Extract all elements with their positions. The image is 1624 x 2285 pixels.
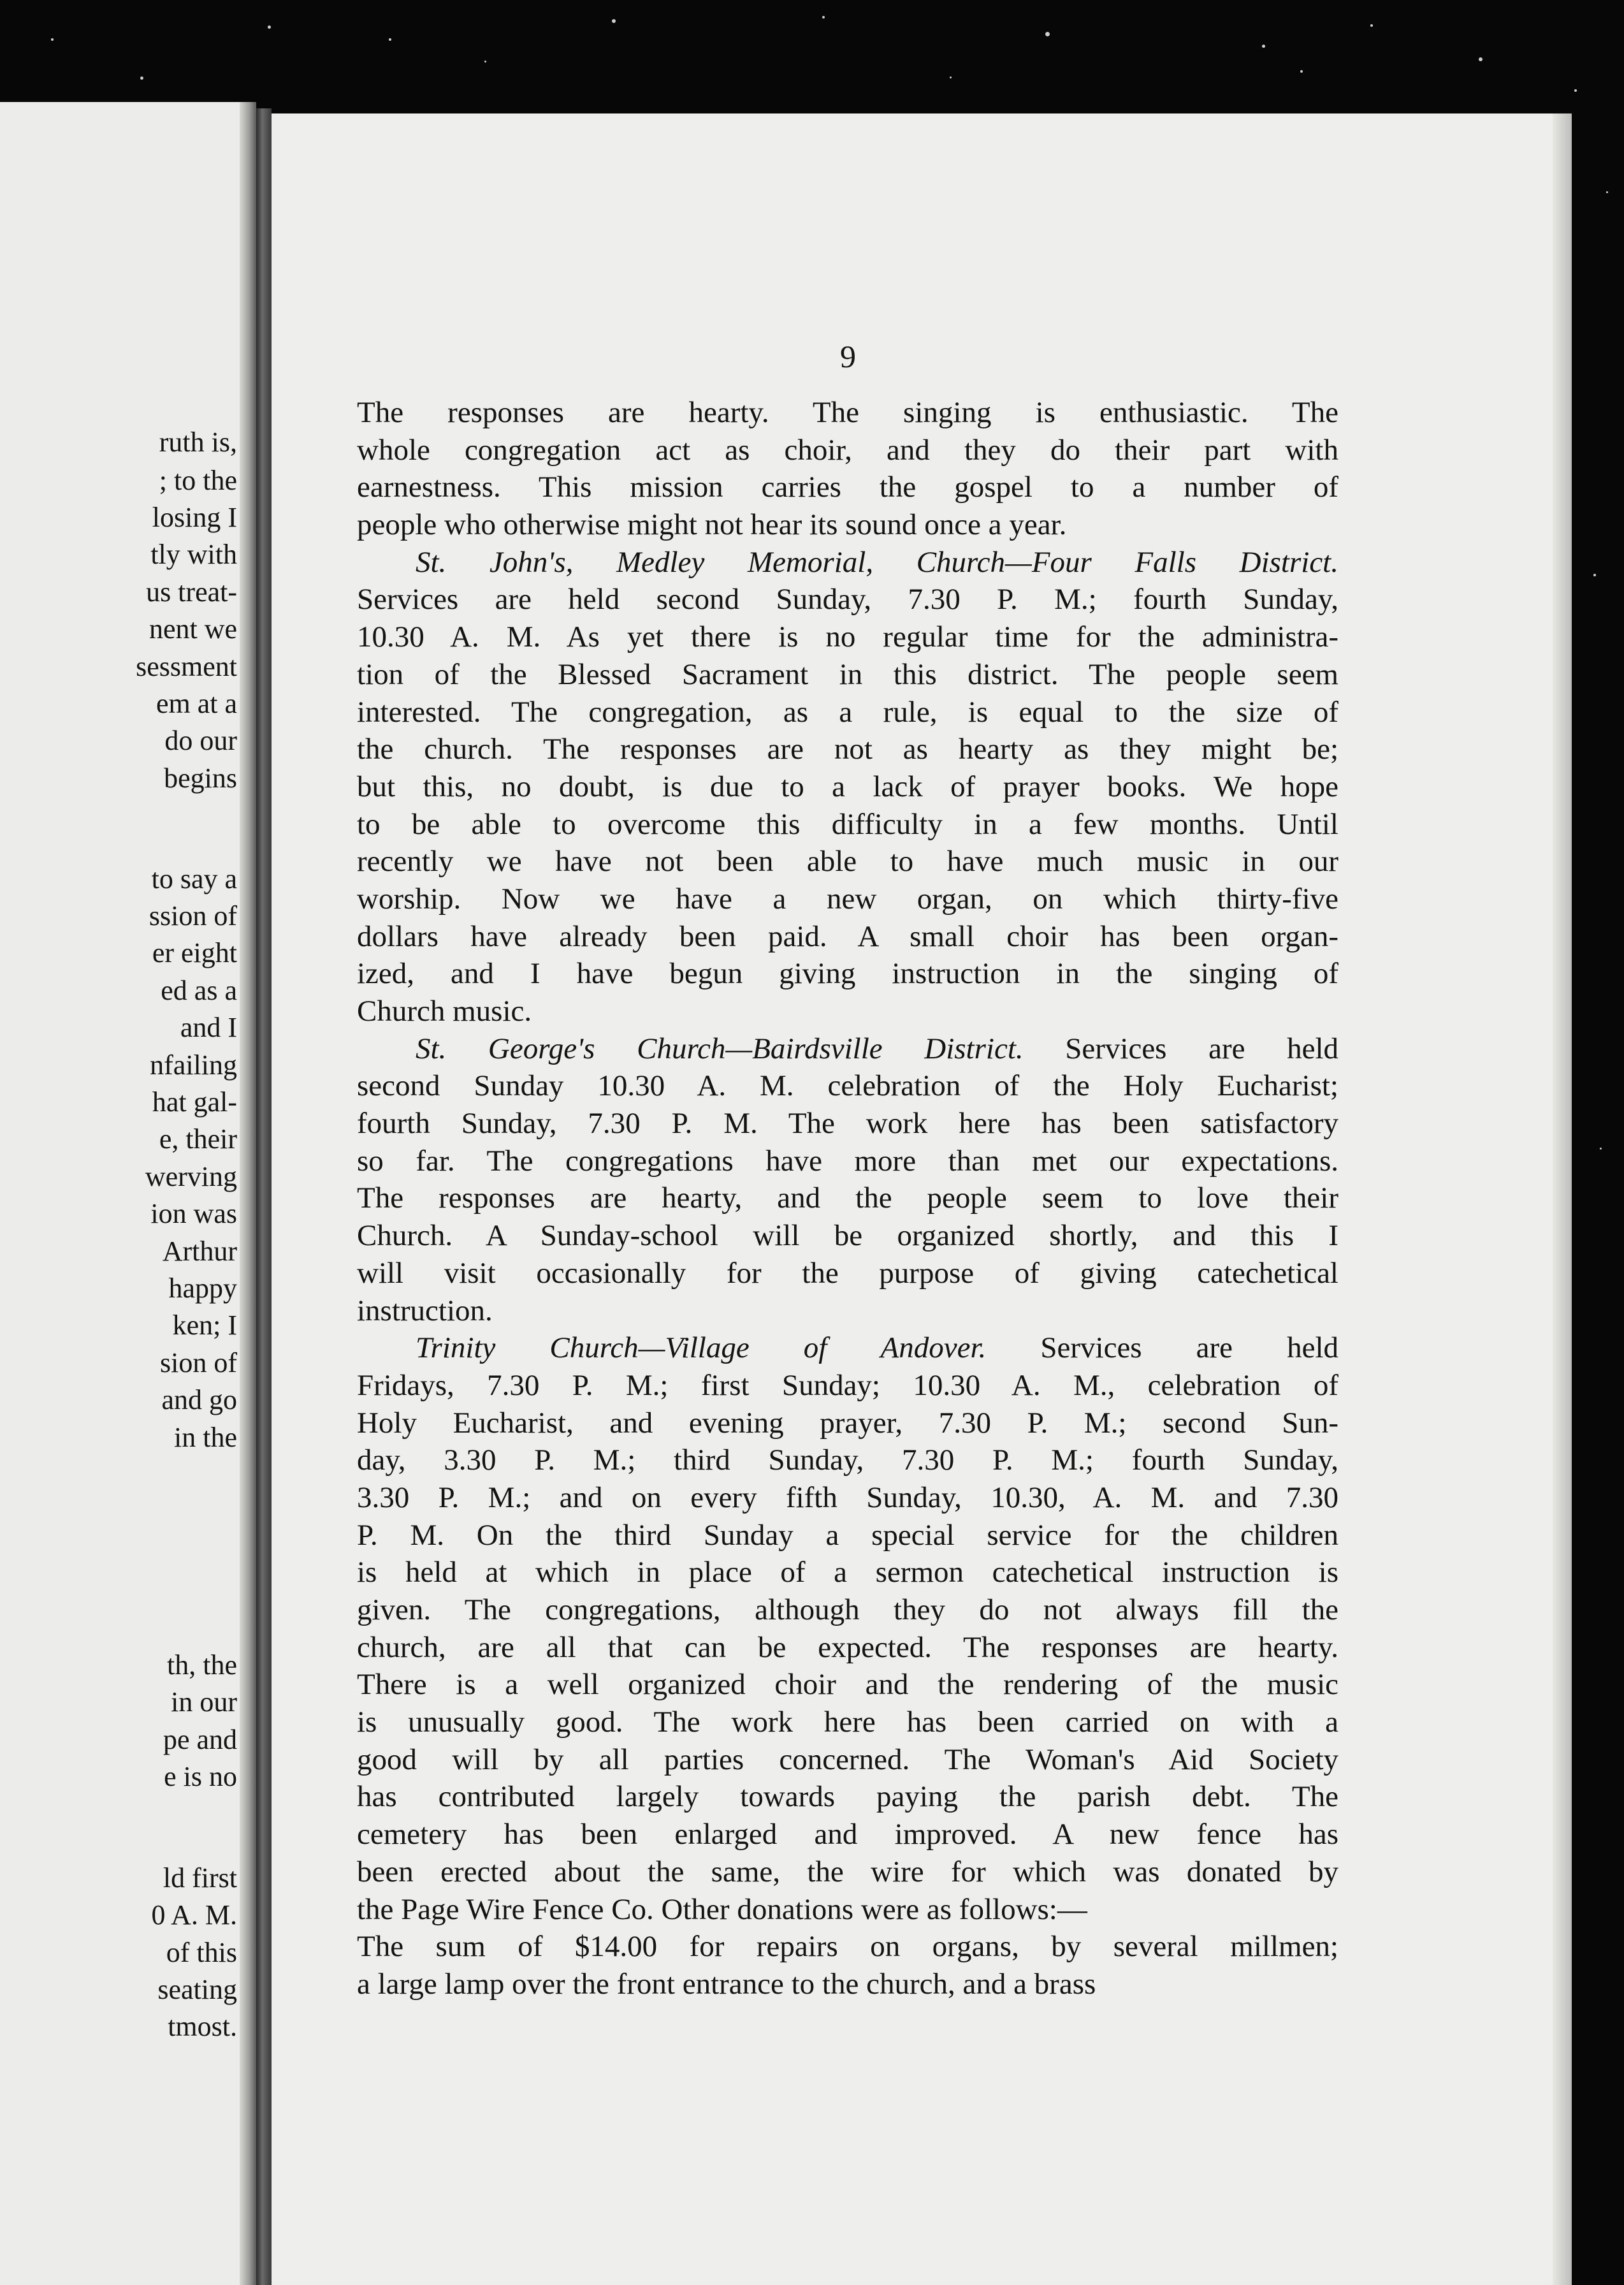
paragraph-heading-line: St. George's Church—Bairdsville District. Services are held bbox=[416, 1032, 1338, 1065]
previous-page-line: th, the bbox=[167, 1649, 237, 1681]
text-line: Services are held second Sunday, 7.30 P. M.; fourth Sunday, bbox=[357, 583, 1338, 617]
previous-page-line: pe and bbox=[163, 1724, 237, 1755]
text-line: ized, and I have begun giving instruction in the singing of bbox=[357, 957, 1338, 991]
dust-speck bbox=[389, 38, 391, 41]
paragraph-heading-line: St. John's, Medley Memorial, Church—Four Falls District. bbox=[416, 545, 1338, 579]
dust-speck bbox=[950, 77, 952, 78]
previous-page-line: ssion of bbox=[149, 900, 237, 931]
text-line: the Page Wire Fence Co. Other donations were as follows:— bbox=[357, 1892, 1087, 1926]
dust-speck bbox=[1600, 1148, 1602, 1150]
dust-speck bbox=[268, 26, 271, 29]
dust-speck bbox=[1262, 45, 1265, 48]
previous-page-line: nent we bbox=[149, 613, 237, 645]
previous-page-line: ken; I bbox=[172, 1310, 237, 1341]
previous-page-line: seating bbox=[157, 1974, 237, 2005]
text-line: P. M. On the third Sunday a special service for the children bbox=[357, 1518, 1338, 1552]
text-line: dollars have already been paid. A small choir has been organ- bbox=[357, 919, 1338, 953]
text-line: day, 3.30 P. M.; third Sunday, 7.30 P. M.; fourth Sunday, bbox=[357, 1443, 1338, 1477]
text-line: given. The congregations, although they do not always fill the bbox=[357, 1593, 1338, 1626]
dust-speck bbox=[140, 77, 143, 80]
body-text bbox=[357, 394, 1338, 2003]
text-line: Fridays, 7.30 P. M.; first Sunday; 10.30 A. M., celebration of bbox=[357, 1368, 1338, 1402]
dust-speck bbox=[1300, 70, 1303, 73]
previous-page-line: happy bbox=[168, 1273, 237, 1304]
text-line: worship. Now we have a new organ, on which thirty-five bbox=[357, 882, 1338, 916]
previous-page-line: 0 A. M. bbox=[151, 1899, 237, 1931]
previous-page-line: tly with bbox=[150, 539, 237, 570]
previous-page-line: ruth is, bbox=[159, 427, 237, 458]
text-line: The responses are hearty. The singing is enthusiastic. The bbox=[357, 396, 1338, 429]
text-line: recently we have not been able to have much music in our bbox=[357, 845, 1338, 879]
text-line: Church. A Sunday-school will be organized shortly, and this I bbox=[357, 1219, 1338, 1253]
previous-page-line: Arthur bbox=[162, 1236, 237, 1267]
text-line: Holy Eucharist, and evening prayer, 7.30 P. M.; second Sun- bbox=[357, 1406, 1338, 1440]
page-edge-shadow bbox=[240, 102, 256, 2285]
dust-speck bbox=[484, 61, 486, 62]
previous-page-fragment bbox=[0, 102, 256, 2285]
text-line: 3.30 P. M.; and on every fifth Sunday, 10.30, A. M. and 7.30 bbox=[357, 1480, 1338, 1514]
text-line: a large lamp over the front entrance to the church, and a brass bbox=[357, 1967, 1096, 2001]
previous-page-line: in the bbox=[174, 1422, 237, 1453]
previous-page-line: and go bbox=[161, 1384, 237, 1415]
previous-page-line: tmost. bbox=[168, 2011, 237, 2042]
previous-page-line: nfailing bbox=[150, 1049, 237, 1081]
previous-page-line: in our bbox=[171, 1686, 237, 1718]
previous-page-line: er eight bbox=[152, 937, 237, 968]
previous-page-line: losing I bbox=[152, 502, 237, 533]
dust-speck bbox=[1606, 191, 1608, 193]
text-line: is held at which in place of a sermon catechetical instruction is bbox=[357, 1556, 1338, 1589]
text-line: earnestness. This mission carries the gospel to a number of bbox=[357, 471, 1338, 504]
previous-page-line: and I bbox=[180, 1012, 237, 1043]
previous-page-line: em at a bbox=[156, 688, 237, 719]
text-line: There is a well organized choir and the rendering of the music bbox=[357, 1668, 1338, 1702]
previous-page-line: sion of bbox=[160, 1347, 237, 1378]
text-line: interested. The congregation, as a rule, is equal to the size of bbox=[357, 695, 1338, 729]
previous-page-line: ld first bbox=[163, 1862, 237, 1894]
text-line: 10.30 A. M. As yet there is no regular time for the administra- bbox=[357, 620, 1338, 654]
text-line: second Sunday 10.30 A. M. celebration of the Holy Eucharist; bbox=[357, 1069, 1338, 1103]
previous-page-line: e is no bbox=[164, 1761, 237, 1792]
page-edge-shadow bbox=[1553, 113, 1572, 2285]
previous-page-line: of this bbox=[166, 1937, 237, 1968]
dust-speck bbox=[1593, 574, 1596, 576]
page-number: 9 bbox=[840, 339, 856, 374]
text-line: fourth Sunday, 7.30 P. M. The work here has been satisfactory bbox=[357, 1107, 1338, 1141]
text-line: the church. The responses are not as hearty as they might be; bbox=[357, 733, 1338, 766]
text-line: cemetery has been enlarged and improved. A new fence has bbox=[357, 1818, 1338, 1851]
text-line: but this, no doubt, is due to a lack of prayer books. We hope bbox=[357, 770, 1338, 803]
previous-page-line: us treat- bbox=[146, 576, 237, 608]
text-line: church, are all that can be expected. The responses are hearty. bbox=[357, 1630, 1338, 1664]
previous-page-line: begins bbox=[164, 763, 237, 794]
previous-page-line: hat gal- bbox=[152, 1086, 237, 1118]
paragraph-heading-line: Trinity Church—Village of Andover. Services are held bbox=[416, 1331, 1338, 1365]
previous-page-line: ; to the bbox=[159, 465, 237, 496]
text-line: instruction. bbox=[357, 1294, 493, 1327]
previous-page-line: do our bbox=[164, 725, 237, 756]
dust-speck bbox=[1479, 57, 1483, 61]
book-gutter bbox=[256, 108, 272, 2285]
previous-page-line: ed as a bbox=[161, 975, 237, 1006]
text-line: Church music. bbox=[357, 995, 532, 1028]
text-line: The sum of $14.00 for repairs on organs, by several millmen; bbox=[357, 1930, 1338, 1964]
dust-speck bbox=[51, 38, 54, 41]
dust-speck bbox=[1370, 24, 1373, 27]
text-line: tion of the Blessed Sacrament in this district. The people seem bbox=[357, 657, 1338, 691]
text-line: is unusually good. The work here has been carried on with a bbox=[357, 1705, 1338, 1739]
text-line: people who otherwise might not hear its sound once a year. bbox=[357, 508, 1067, 542]
previous-page-line: sessment bbox=[136, 651, 237, 682]
text-line: been erected about the same, the wire for which was donated by bbox=[357, 1855, 1338, 1888]
previous-page-line: ion was bbox=[150, 1198, 237, 1229]
text-line: The responses are hearty, and the people seem to love their bbox=[357, 1181, 1338, 1215]
dust-speck bbox=[612, 19, 616, 23]
text-line: has contributed largely towards paying the parish debt. The bbox=[357, 1780, 1338, 1814]
text-line: good will by all parties concerned. The Woman's Aid Society bbox=[357, 1742, 1338, 1776]
text-line: to be able to overcome this difficulty in a few months. Until bbox=[357, 807, 1338, 841]
text-line: so far. The congregations have more than met our expectations. bbox=[357, 1144, 1338, 1178]
dust-speck bbox=[822, 16, 825, 18]
previous-page-line: e, their bbox=[159, 1123, 237, 1155]
previous-page-line: werving bbox=[145, 1161, 237, 1192]
text-line: whole congregation act as choir, and they do their part with bbox=[357, 433, 1338, 467]
dust-speck bbox=[1574, 89, 1577, 92]
text-line: will visit occasionally for the purpose of giving catechetical bbox=[357, 1256, 1338, 1290]
dust-speck bbox=[1045, 32, 1050, 36]
previous-page-line: to say a bbox=[151, 863, 237, 894]
